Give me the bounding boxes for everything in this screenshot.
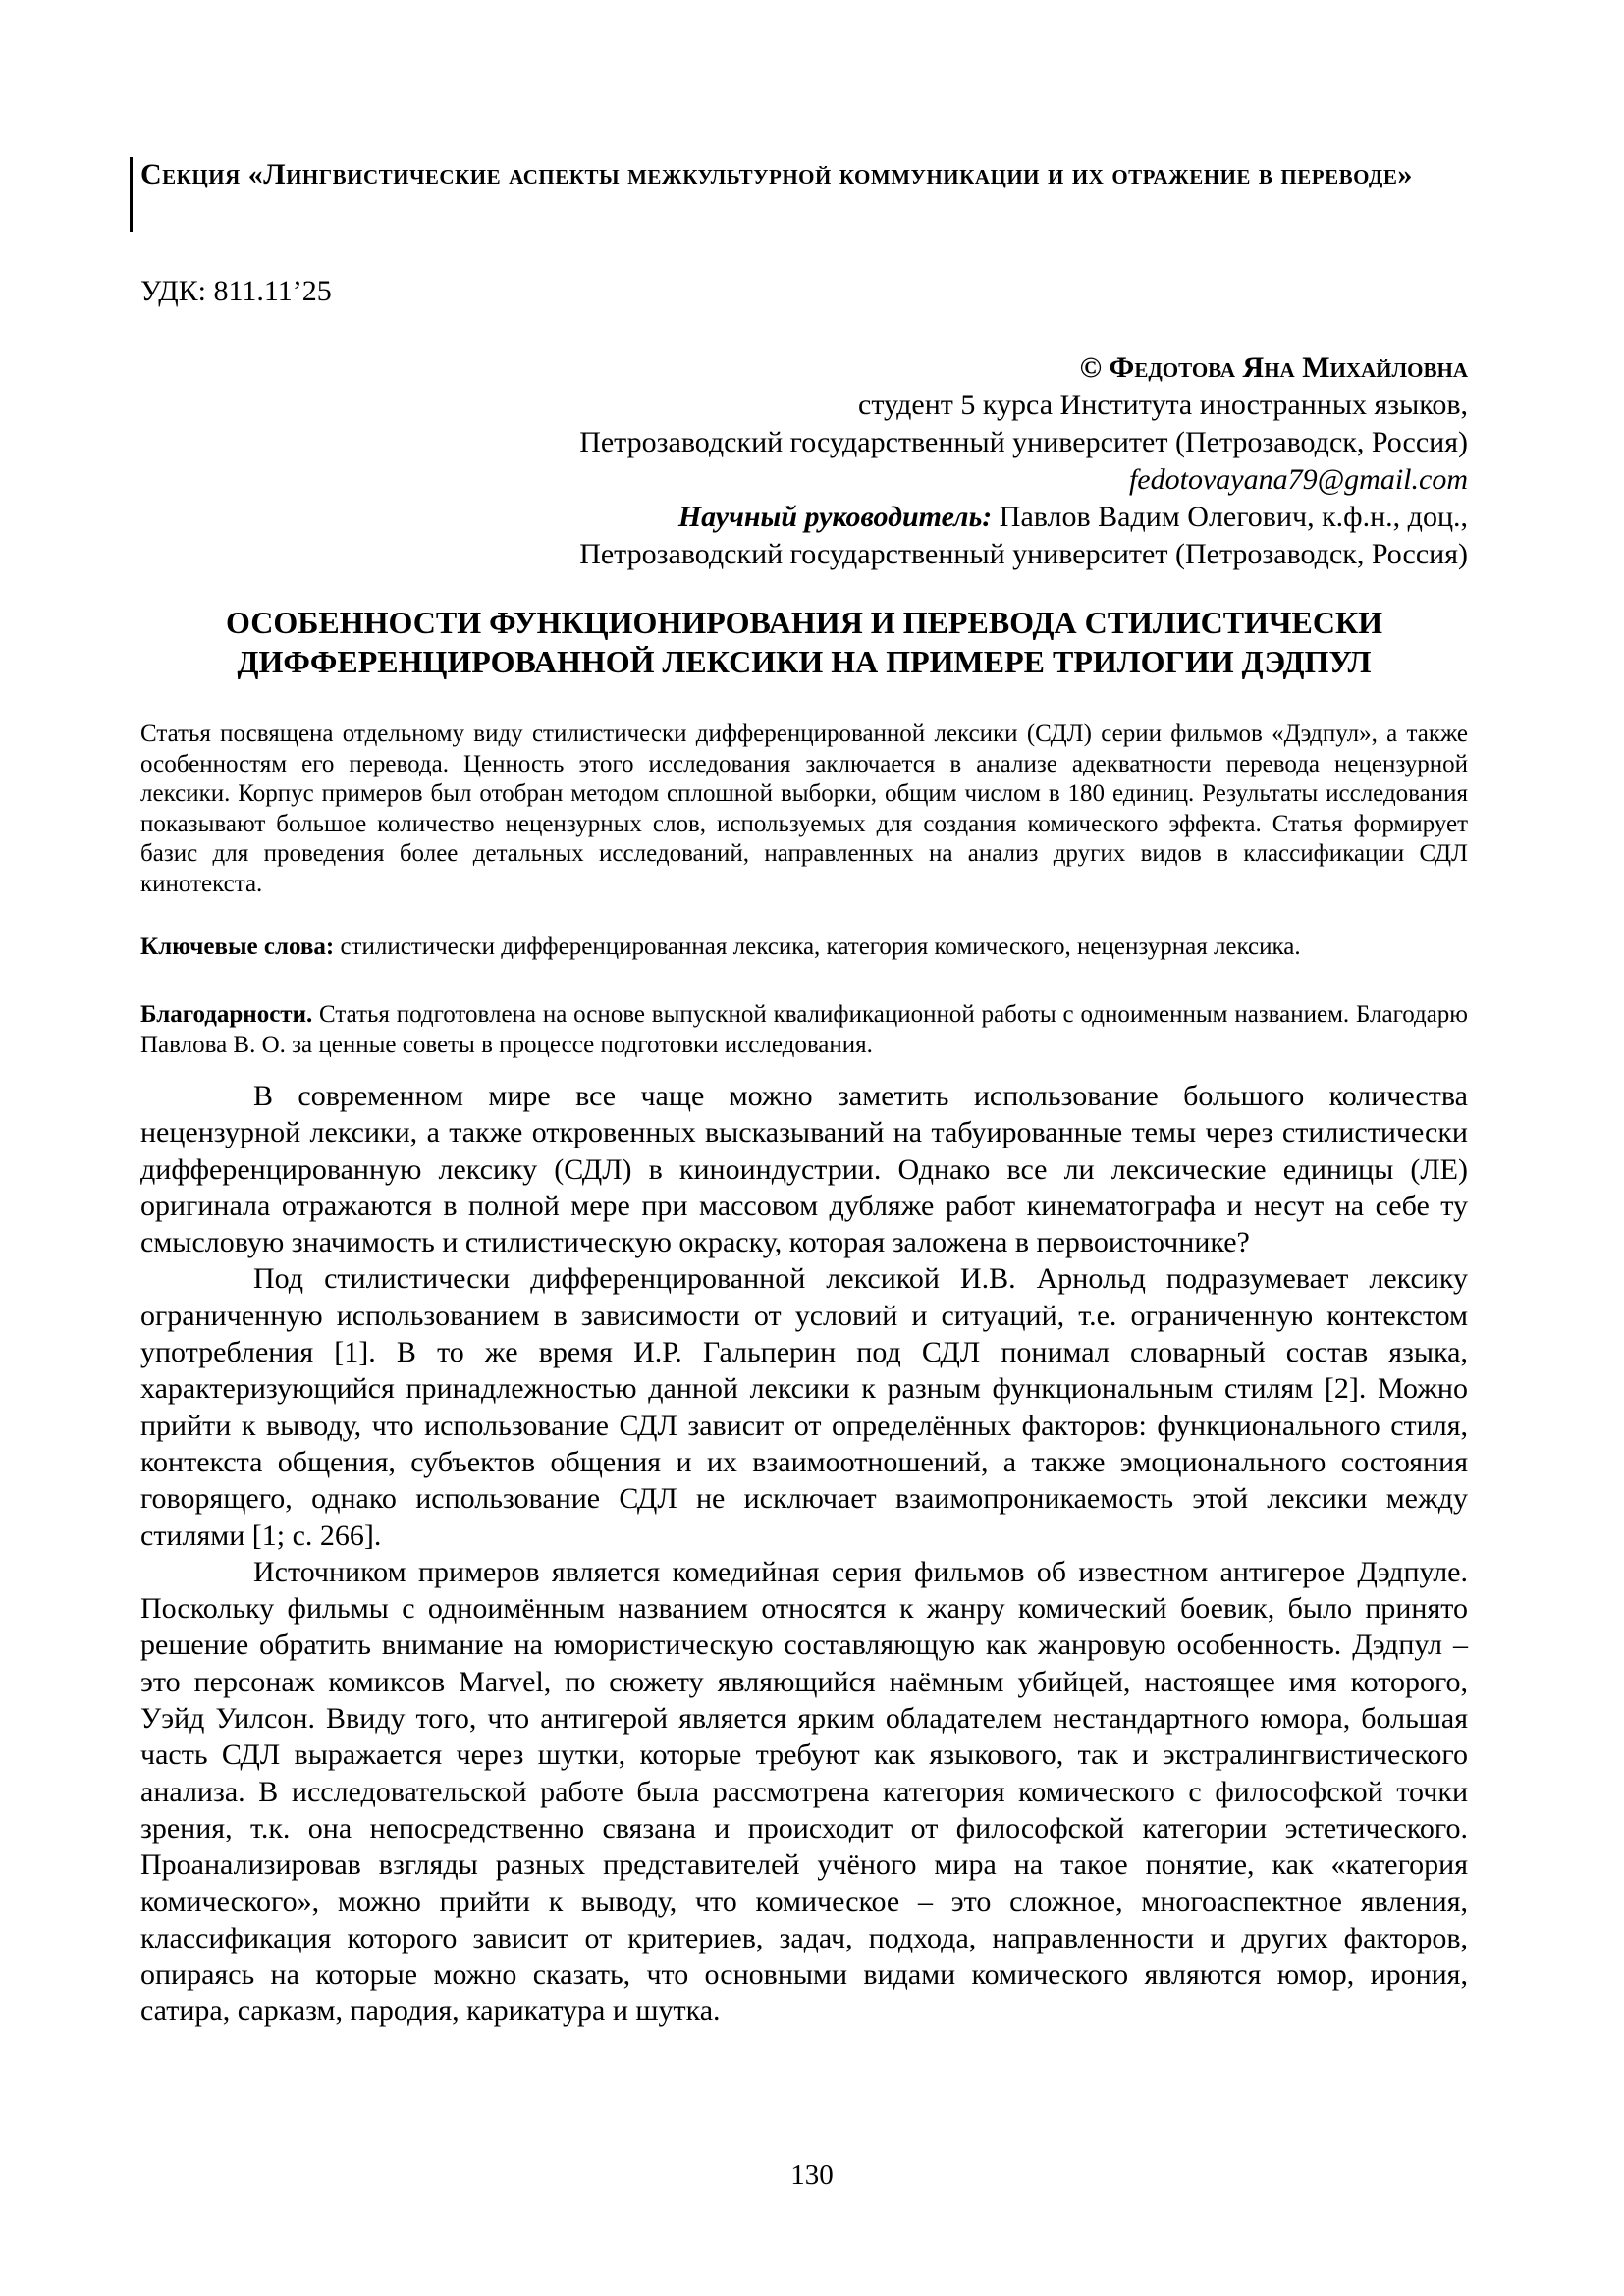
body-paragraph: Источником примеров является комедийная серия фильмов об известном антигерое Дэдпуле. Поскольку фильмы с одноимённым названием относятся к жанру комический боевик, было принято решение обратить внимание на юмористическую составляющую как жанровую особенность. Дэдпул – это персонаж комиксов Marvel, по сюжету являющийся наёмным убийцей, настоящее имя которого, Уэйд Уилсон. Ввиду того, что антигерой является ярким обладателем нестандартного юмора, большая часть СДЛ выражается через шутки, которые требуют как языкового, так и экстралингвистического анализа. В исследовательской работе была рассмотрена категория комического с философской точки зрения, т.к. она непосредственно связана и происходит от философской категории эстетического. Проанализировав взгляды разных представителей учёного мира на такое понятие, как «категория комического», можно прийти к выводу, что комическое – это сложное, многоаспектное явления, классификация которого зависит от критериев, задач, подхода, направленности и других факторов, опираясь на которые можно сказать, что основными видами комического являются юмор, ирония, сатира, сарказм, пародия, карикатура и шутка. bbox=[140, 1555, 1468, 2028]
body-paragraph: Под стилистически дифференцированной лексикой И.В. Арнольд подразумевает лексику ограниченную использованием в зависимости от условий и ситуаций, т.е. ограниченную контекстом употребления [1]. В то же время И.Р. Гальперин под СДЛ понимал словарный состав языка, характеризующийся принадлежностью данной лексики к разным функциональным стилям [2]. Можно прийти к выводу, что использование СДЛ зависит от определённых факторов: функционального стиля, контекста общения, субъектов общения и их взаимоотношений, а также эмоционального состояния говорящего, однако использование СДЛ не исключает взаимопроникаемость этой лексики между стилями [1; с. 266]. bbox=[140, 1262, 1468, 1552]
byline-block bbox=[140, 349, 1468, 573]
section-header: Секция «Лингвистические аспекты межкультурной коммуникации и их отражение в переводе» bbox=[140, 158, 1413, 190]
acknowledgments-block bbox=[140, 1000, 1468, 1060]
article-body bbox=[140, 1078, 1468, 2030]
keywords-text: стилистически дифференцированная лексика, категория комического, нецензурная лексика. bbox=[334, 934, 1301, 960]
abstract-text: Статья посвящена отдельному виду стилистически дифференцированной лексики (СДЛ) серии фильмов «Дэдпул», а также особенностям его перевода. Ценность этого исследования заключается в анализе адекватности перевода нецензурной лексики. Корпус примеров был отобран методом сплошной выборки, общим числом в 180 единиц. Результаты исследования показывают большое количество нецензурных слов, используемых для создания комического эффекта. Статья формирует базис для проведения более детальных исследований, направленных на анализ других видов в классификации СДЛ кинотекста. bbox=[140, 721, 1468, 897]
keywords-line bbox=[140, 933, 1468, 963]
advisor-affiliation: Петрозаводский государственный университет (Петрозаводск, Россия) bbox=[579, 538, 1468, 570]
udc-code: УДК: 811.11’25 bbox=[140, 275, 332, 307]
body-paragraph: В современном мире все чаще можно заметить использование большого количества нецензурной лексики, а также откровенных высказываний на табуированные темы через стилистически дифференцированную лексику (СДЛ) в киноиндустрии. Однако все ли лексические единицы (ЛЕ) оригинала отражаются в полной мере при массовом дубляже работ кинематографа и несут на себе ту смысловую значимость и стилистическую окраску, которая заложена в первоисточнике? bbox=[140, 1080, 1468, 1259]
acknowledgments-text: Статья подготовлена на основе выпускной квалификационной работы с одноименным названием. Благодарю Павлова В. О. за ценные советы в процессе подготовки исследования. bbox=[140, 1001, 1468, 1058]
advisor-name: Павлов Вадим Олегович, к.ф.н., доц., bbox=[992, 501, 1468, 533]
acknowledgments-label: Благодарности. bbox=[140, 1001, 313, 1028]
page-number: 130 bbox=[790, 2160, 834, 2191]
keywords-label: Ключевые слова: bbox=[140, 934, 335, 960]
advisor-line bbox=[140, 499, 1468, 536]
author-role: студент 5 курса Института иностранных языков, bbox=[858, 389, 1468, 421]
author-name: © Федотова Яна Михайловна bbox=[1079, 351, 1468, 384]
author-email: fedotovayana79@gmail.com bbox=[1128, 463, 1468, 496]
revision-change-bar bbox=[130, 157, 133, 232]
article-title: ОСОБЕННОСТИ ФУНКЦИОНИРОВАНИЯ И ПЕРЕВОДА СТИЛИСТИЧЕСКИ ДИФФЕРЕНЦИРОВАННОЙ ЛЕКСИКИ НА ПРИМЕРЕ ТРИЛОГИИ ДЭДПУЛ bbox=[225, 605, 1383, 679]
advisor-label: Научный руководитель: bbox=[677, 501, 993, 533]
author-affiliation: Петрозаводский государственный университет (Петрозаводск, Россия) bbox=[579, 426, 1468, 458]
